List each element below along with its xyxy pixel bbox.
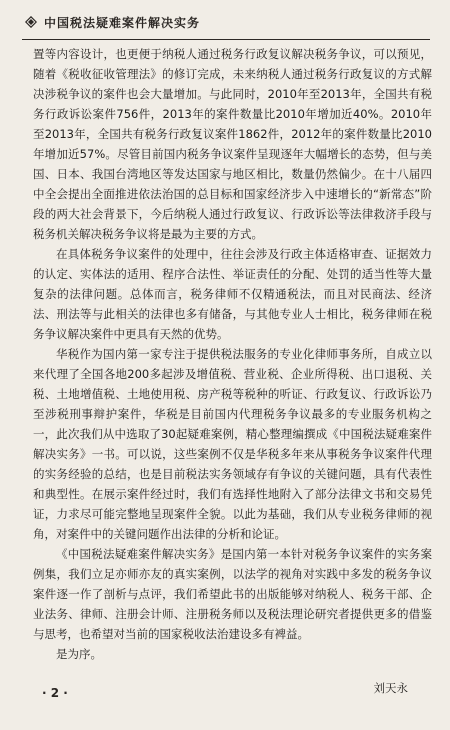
author-name: 刘天永 bbox=[373, 681, 408, 695]
closing-line: 是为序。 bbox=[56, 647, 102, 661]
header-rule bbox=[22, 39, 430, 40]
page-number: · 2 · bbox=[42, 686, 68, 700]
main-text bbox=[33, 44, 432, 695]
paragraph-2: 在具体税务争议案件的处理中，往往会涉及行政主体适格审查、证据效力的认定、实体法的适用、程序合法性、举证责任的分配、处罚的适当性等大量复杂的法律问题。总体而言，税务律师不仅精通税法，而且对民商法、经济法、刑法等与此相关的法律也多有储备，与其他专业人士相比，税务律师在税务争议解决案件中更具有天然的优势。 bbox=[33, 247, 432, 341]
paragraph-1: 置等内容设计，也更便于纳税人通过税务行政复议解决税务争议，可以预见，随着《税收征收管理法》的修订完成，未来纳税人通过税务行政复议的方式解决涉税争议的案件也会大量增加。与此同时，2010年至2013年，全国共有税务行政诉讼案件756件，2013年的案件数量比2010年增加近40%。2010年至2013年，全国共有税务行政复议案件1862件，2012年的案件数量比2010年增加近57%。尽管目前国内税务争议案件呈现逐年大幅增长的态势，但与美国、日本、我国台湾地区等发达国家与地区相比，数量仍然偏少。在十八届四中全会提出全面推进依法治国的总目标和国家经济步入中速增长的“新常态”阶段的两大社会背景下，今后纳税人通过行政复议、行政诉讼等法律救济手段与税务机关解决税务争议将是最为主要的方式。 bbox=[33, 47, 432, 241]
paragraph-4: 《中国税法疑难案件解决实务》是国内第一本针对税务争议案件的实务案例集，我们立足亦师亦友的真实案例，以法学的视角对实践中多发的税务争议案件逐一作了剖析与点评，我们希望此书的出版能够对纳税人、税务干部、企业法务、律师、注册会计师、注册税务师以及税法理论研究者提供更多的借鉴与思考，也希望对当前的国家税收法治建设多有裨益。 bbox=[33, 547, 432, 641]
diamond-icon bbox=[24, 15, 38, 29]
running-header bbox=[24, 10, 428, 34]
header-title: 中国税法疑难案件解决实务 bbox=[44, 15, 201, 30]
paragraph-3: 华税作为国内第一家专注于提供税法服务的专业化律师事务所，自成立以来代理了全国各地200多起涉及增值税、营业税、企业所得税、出口退税、关税、土地增值税、土地使用税、房产税等税种的听证、行政复议、行政诉讼乃至涉税刑事辩护案件，华税是目前国内代理税务争议最多的专业服务机构之一，此次我们从中选取了30起疑难案例，精心整理编撰成《中国税法疑难案件解决实务》一书。可以说，这些案例不仅是华税多年来从事税务争议案件代理的实务经验的总结，也是目前税法实务领域存有争议的关键问题，具有代表性和典型性。在展示案件经过时，我们有选择性地附入了部分法律文书和交易凭证，力求尽可能完整地呈现案件全貌。以此为基础，我们从专业税务律师的视角，对案件中的关键问题作出法律的分析和论证。 bbox=[33, 347, 432, 541]
